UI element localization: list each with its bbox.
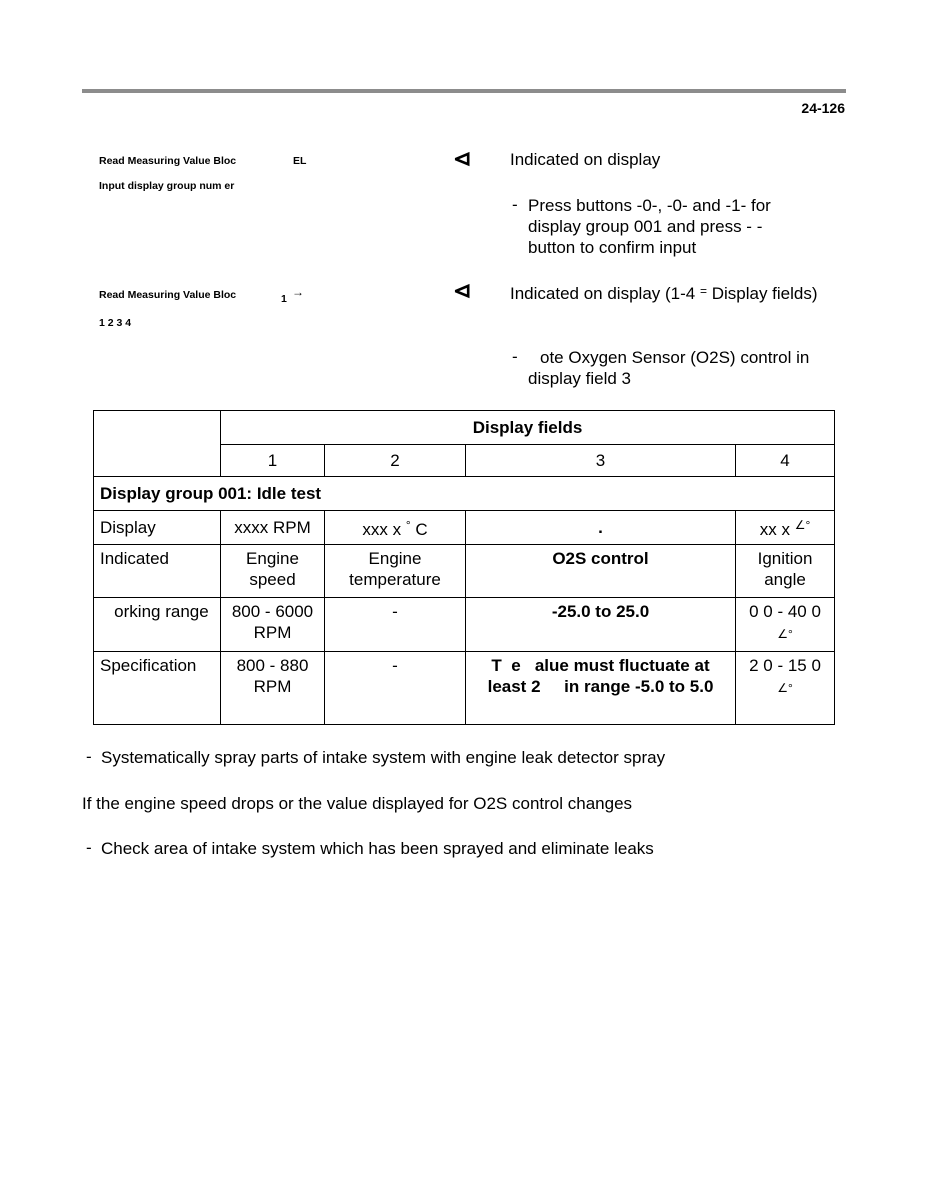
table-cell: 0 0 - 40 0 ∠° bbox=[736, 598, 835, 652]
table-cell: -25.0 to 25.0 bbox=[466, 598, 736, 652]
table-cell: T e alue must fluctuate at least 2 in range -5.0 to 5.0 bbox=[466, 652, 736, 725]
step2-heading: Indicated on display (1-4 = Display fields) bbox=[510, 284, 818, 303]
tester-screen2-line2: 1 2 3 4 bbox=[99, 317, 132, 329]
row-label: Display bbox=[94, 511, 221, 545]
column-header: 2 bbox=[325, 445, 466, 477]
table-row bbox=[94, 511, 835, 545]
page-number: 24-126 bbox=[801, 100, 845, 116]
table-row bbox=[94, 652, 835, 725]
table-cell: xxxx RPM bbox=[221, 511, 325, 545]
table-cell: 800 - 6000 RPM bbox=[221, 598, 325, 652]
step2-note: ote Oxygen Sensor (O2S) control in display field 3 bbox=[528, 348, 810, 388]
table-row bbox=[94, 598, 835, 652]
table-cell: Engine speed bbox=[221, 545, 325, 598]
table-header: Display fields bbox=[221, 411, 835, 445]
bullet-dash: - bbox=[86, 747, 92, 766]
bullet-dash: - bbox=[86, 838, 92, 857]
table-cell: - bbox=[325, 598, 466, 652]
row-label: Specification bbox=[94, 652, 221, 725]
row-label: orking range bbox=[94, 598, 221, 652]
tester-screen-line2: Input display group num er bbox=[99, 180, 235, 192]
column-header: 1 bbox=[221, 445, 325, 477]
table-corner-cell bbox=[94, 411, 221, 477]
row-label: Indicated bbox=[94, 545, 221, 598]
step1-heading: Indicated on display bbox=[510, 150, 661, 169]
table-cell: . bbox=[466, 511, 736, 545]
column-header: 4 bbox=[736, 445, 835, 477]
table-cell: Ignition angle bbox=[736, 545, 835, 598]
column-header: 3 bbox=[466, 445, 736, 477]
step1-instruction: Press buttons -0-, -0- and -1- for display group 001 and press - - button to confirm input bbox=[528, 196, 771, 257]
after-step1: Systematically spray parts of intake system with engine leak detector spray bbox=[101, 748, 666, 767]
tester-screen2-line1-suffix: 1 bbox=[281, 293, 287, 305]
bullet-dash: - bbox=[512, 347, 518, 366]
hand-pointer-icon: ⊲ bbox=[453, 146, 472, 171]
table-row bbox=[94, 545, 835, 598]
after-condition: If the engine speed drops or the value displayed for O2S control changes bbox=[82, 794, 633, 813]
right-arrow-icon: → bbox=[292, 285, 304, 299]
table-cell: - bbox=[325, 652, 466, 725]
display-fields-table bbox=[93, 410, 835, 725]
tester-screen2-line1: Read Measuring Value Bloc bbox=[99, 289, 237, 301]
hand-pointer-icon: ⊲ bbox=[453, 278, 472, 303]
table-cell: O2S control bbox=[466, 545, 736, 598]
table-cell: 2 0 - 15 0 ∠° bbox=[736, 652, 835, 725]
group-title: Display group 001: Idle test bbox=[94, 477, 835, 511]
after-step2: Check area of intake system which has been sprayed and eliminate leaks bbox=[101, 839, 654, 858]
tester-screen-line1-suffix: EL bbox=[293, 155, 307, 167]
table-cell: xx x ∠° bbox=[736, 511, 835, 545]
table-cell: Engine temperature bbox=[325, 545, 466, 598]
table-cell: 800 - 880 RPM bbox=[221, 652, 325, 725]
bullet-dash: - bbox=[512, 195, 518, 214]
header-rule bbox=[82, 89, 846, 93]
table-cell: xxx x ° C bbox=[325, 511, 466, 545]
tester-screen-line1: Read Measuring Value Bloc bbox=[99, 155, 237, 167]
